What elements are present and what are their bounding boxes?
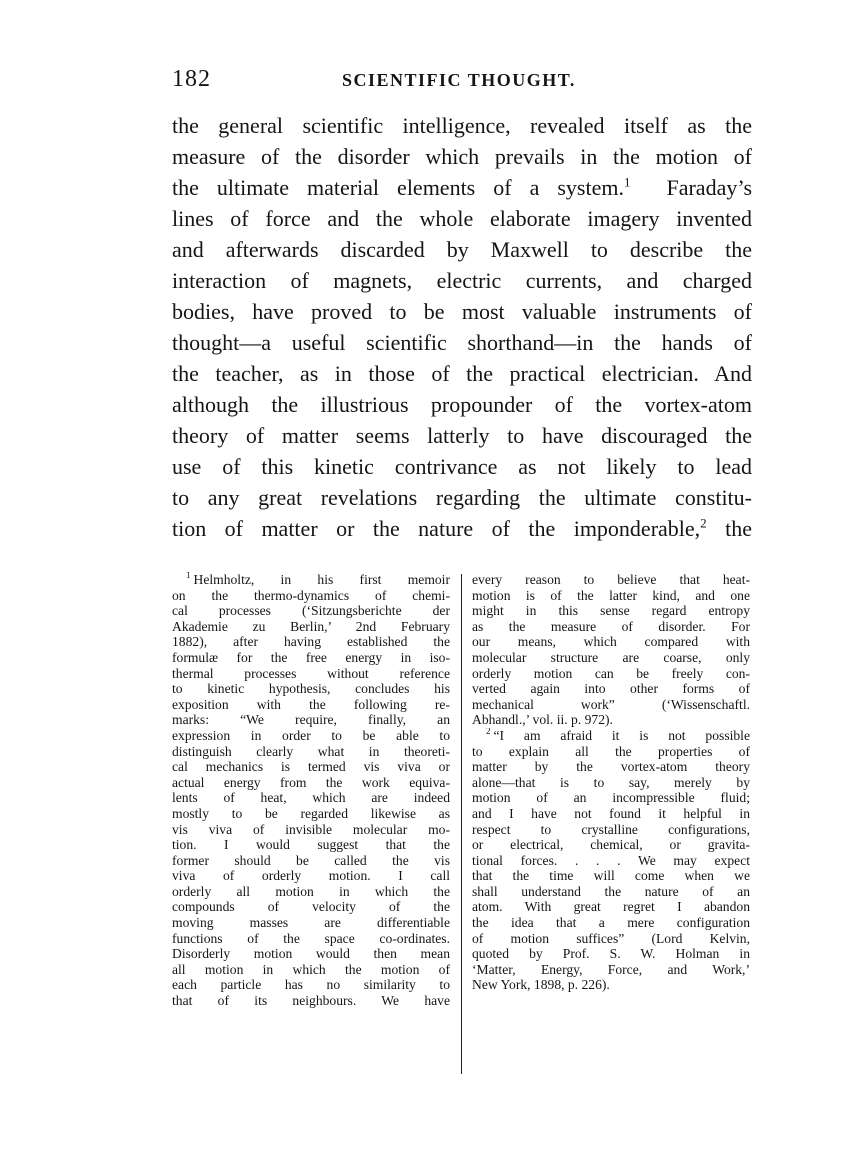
text-line — [172, 172, 752, 203]
text-line-part: the ultimate material elements of a system. — [172, 175, 624, 200]
footnote-line: tion. I would suggest that the — [172, 837, 450, 853]
footnote-line: that of its neighbours. We have — [172, 993, 450, 1009]
text-line-part: tion of matter or the nature of the imponderable, — [172, 516, 701, 541]
footnote-line: orderly motion can be freely con- — [472, 665, 750, 681]
footnote-line: atom. With great regret I abandon — [472, 899, 750, 915]
footnote-line: all motion in which the motion of — [172, 961, 450, 977]
text-line: to any great revelations regarding the ultimate constitu- — [172, 485, 752, 510]
text-line-part: the — [706, 516, 752, 541]
footnote-column-right — [472, 572, 750, 993]
footnote-line: on the thermo-dynamics of chemi- — [172, 587, 450, 603]
footnote-line: quoted by Prof. S. W. Holman in — [472, 946, 750, 962]
footnote-line: formulæ for the free energy in iso- — [172, 649, 450, 665]
footnote-line: distinguish clearly what in theoreti- — [172, 743, 450, 759]
footnote-line: verted again into other forms of — [472, 681, 750, 697]
text-line: thought—a useful scientific shorthand—in the hands of — [172, 330, 752, 355]
text-line: measure of the disorder which prevails in the motion of — [172, 144, 752, 169]
footnote-line: every reason to believe that heat- — [472, 572, 750, 587]
footnote-line: motion of an incompressible fluid; — [472, 790, 750, 806]
footnote-line: moving masses are differentiable — [172, 915, 450, 931]
footnote-line — [472, 728, 750, 744]
footnote-marker: 1 — [186, 572, 191, 581]
footnote-line: to explain all the properties of — [472, 743, 750, 759]
text-line: theory of matter seems latterly to have discouraged the — [172, 423, 752, 448]
footnote-line: Abhandl.,’ vol. ii. p. 972). — [472, 712, 613, 728]
footnote-ref: 1 — [623, 174, 631, 190]
footnote-line: mechanical work” (‘Wissenschaftl. — [472, 696, 750, 712]
text-line: lines of force and the whole elaborate imagery invented — [172, 206, 752, 231]
column-divider — [461, 574, 462, 1074]
footnote-ref: 2 — [700, 515, 707, 531]
text-line: interaction of magnets, electric currents, and charged — [172, 268, 752, 293]
footnote-line: New York, 1898, p. 226). — [472, 977, 610, 993]
text-line — [172, 513, 752, 544]
page-header — [172, 66, 752, 96]
text-line: the teacher, as in those of the practical electrician. And — [172, 361, 752, 386]
footnote-line: Disorderly motion would then mean — [172, 946, 450, 962]
footnote-line: and I have not found it helpful in — [472, 805, 750, 821]
footnote-line: ‘Matter, Energy, Force, and Work,’ — [472, 961, 750, 977]
footnote-line: or electrical, chemical, or gravita- — [472, 837, 750, 853]
footnote-line: vis viva of invisible molecular mo- — [172, 821, 450, 837]
footnote-line-text: “I am afraid it is not possible — [493, 727, 750, 743]
footnote-line: orderly all motion in which the — [172, 883, 450, 899]
text-line-part: Faraday’s — [666, 175, 752, 200]
footnote-line: as the measure of disorder. For — [472, 618, 750, 634]
footnote-line: tional forces. . . . We may expect — [472, 852, 750, 868]
footnote-line — [172, 572, 450, 588]
footnote-line: exposition with the following re- — [172, 696, 450, 712]
footnote-line: expression in order to be able to — [172, 727, 450, 743]
footnote-line: matter by the vortex-atom theory — [472, 759, 750, 775]
text-line: although the illustrious propounder of the vortex-atom — [172, 392, 752, 417]
footnote-line: motion is of the latter kind, and one — [472, 587, 750, 603]
footnote-line: 1882), after having established the — [172, 634, 450, 650]
footnote-line: viva of orderly motion. I call — [172, 868, 450, 884]
footnote-line: functions of the space co-ordinates. — [172, 930, 450, 946]
footnotes — [172, 572, 752, 1082]
page-number: 182 — [172, 66, 211, 92]
footnote-line: lents of heat, which are indeed — [172, 790, 450, 806]
running-head: SCIENTIFIC THOUGHT. — [342, 70, 576, 90]
footnote-line-text: Helmholtz, in his first memoir — [193, 572, 450, 587]
text-line: bodies, have proved to be most valuable instruments of — [172, 299, 752, 324]
footnote-line: to kinetic hypothesis, concludes his — [172, 681, 450, 697]
footnote-line: thermal processes without reference — [172, 665, 450, 681]
footnote-line: cal processes (‘Sitzungsberichte der — [172, 603, 450, 619]
text-line: use of this kinetic contrivance as not likely to lead — [172, 454, 752, 479]
footnote-line: Akademie zu Berlin,’ 2nd February — [172, 618, 450, 634]
footnote-line: our means, which compared with — [472, 634, 750, 650]
text-line: the general scientific intelligence, revealed itself as the — [172, 113, 752, 138]
footnote-line: alone—that is to say, merely by — [472, 774, 750, 790]
footnote-line: mostly to be regarded likewise as — [172, 805, 450, 821]
footnote-line: respect to crystalline configurations, — [472, 821, 750, 837]
footnote-line: actual energy from the work equiva- — [172, 774, 450, 790]
footnote-line: cal mechanics is termed vis viva or — [172, 759, 450, 775]
footnote-line: molecular structure are coarse, only — [472, 649, 750, 665]
footnote-column-left — [172, 572, 450, 1009]
footnote-line: that the time will come when we — [472, 868, 750, 884]
main-text — [172, 110, 752, 544]
footnote-line: might in this sense regard entropy — [472, 603, 750, 619]
footnote-line: compounds of velocity of the — [172, 899, 450, 915]
footnote-marker: 2 — [486, 727, 491, 737]
footnote-line: shall understand the nature of an — [472, 883, 750, 899]
footnote-line: each particle has no similarity to — [172, 977, 450, 993]
footnote-line: of motion suffices” (Lord Kelvin, — [472, 930, 750, 946]
footnote-line: the idea that a mere configuration — [472, 915, 750, 931]
footnote-line: former should be called the vis — [172, 852, 450, 868]
text-line: and afterwards discarded by Maxwell to describe the — [172, 237, 752, 262]
footnote-line: marks: “We require, finally, an — [172, 712, 450, 728]
